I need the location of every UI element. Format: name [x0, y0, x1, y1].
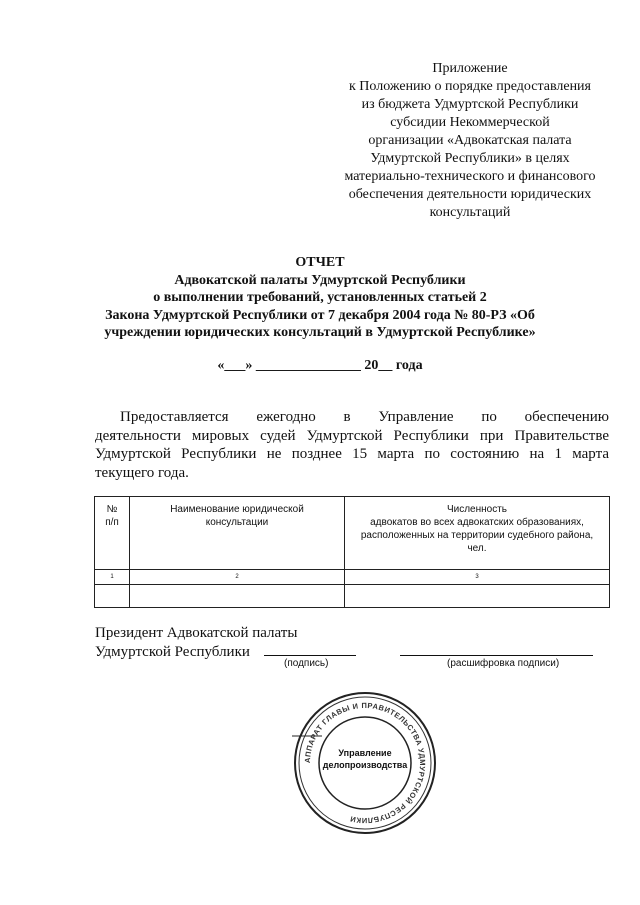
stamp-inner-line2: делопроизводства — [322, 760, 408, 770]
column-number: 2 — [130, 570, 345, 585]
title-line: о выполнении требований, установленных статьей 2 — [153, 290, 487, 305]
header-consultation-name: Наименование юридической консультации — [130, 497, 345, 570]
table-row — [95, 585, 610, 608]
paragraph-line: Удмуртской Республики не позднее 15 марта по состоянию на 1 марта — [95, 446, 609, 462]
appendix-line: Приложение — [432, 61, 508, 76]
title-heading: ОТЧЕТ — [295, 255, 345, 270]
signature-line[interactable] — [264, 655, 356, 656]
table-cell[interactable] — [95, 585, 130, 608]
column-number: 1 — [95, 570, 130, 585]
appendix-line: из бюджета Удмуртской Республики — [361, 97, 579, 112]
appendix-block — [300, 60, 640, 222]
official-stamp — [292, 690, 438, 836]
table-number-row — [95, 570, 610, 585]
signer-title-line: Президент Адвокатской палаты — [95, 625, 298, 641]
table-cell[interactable] — [130, 585, 345, 608]
appendix-line: обеспечения деятельности юридических — [348, 187, 592, 202]
title-line: Закона Удмуртской Республики от 7 декабря 2004 года № 80-РЗ «Об — [105, 307, 535, 323]
report-title — [60, 254, 580, 342]
column-number: 3 — [345, 570, 610, 585]
signature-caption: (подпись) — [284, 658, 329, 669]
date-line: «___» _______________ 20__ года — [217, 358, 423, 373]
appendix-line: к Положению о порядке предоставления — [349, 79, 591, 94]
paragraph-line: деятельности мировых судей Удмуртской Республики при Правительстве — [95, 427, 609, 444]
appendix-line: материально-технического и финансового — [344, 169, 596, 184]
signature-block — [95, 624, 297, 662]
paragraph-line: Предоставляется ежегодно в Управление по обеспечению — [120, 409, 609, 425]
stamp-ring-text: АППАРАТ ГЛАВЫ И ПРАВИТЕЛЬСТВА УДМУРТСКОЙ РЕСПУБЛИКИ — [302, 700, 428, 826]
stamp-inner-line1: Управление — [338, 748, 392, 758]
appendix-line: организации «Адвокатская палата — [368, 133, 572, 148]
appendix-line: субсидии Некоммерческой — [390, 115, 550, 130]
decoding-caption: (расшифровка подписи) — [447, 658, 560, 669]
paragraph-line: текущего года. — [95, 464, 189, 481]
appendix-line: Удмуртской Республики» в целях — [370, 151, 570, 166]
instruction-paragraph — [95, 408, 609, 482]
table-header-row — [95, 497, 610, 570]
stamp-seal-icon — [292, 690, 438, 836]
header-number: № п/п — [95, 497, 130, 570]
report-table — [94, 496, 610, 608]
title-line: Адвокатской палаты Удмуртской Республики — [174, 272, 466, 288]
table-cell[interactable] — [345, 585, 610, 608]
decoding-line[interactable] — [400, 655, 593, 656]
header-lawyer-count: Численность адвокатов во всех адвокатских образованиях, расположенных на территории судебного района, чел. — [345, 497, 610, 570]
title-line: учреждении юридических консультаций в Удмуртской Республике» — [104, 325, 536, 340]
appendix-line: консультаций — [429, 205, 511, 220]
signer-title-line: Удмуртской Республики — [95, 644, 250, 660]
